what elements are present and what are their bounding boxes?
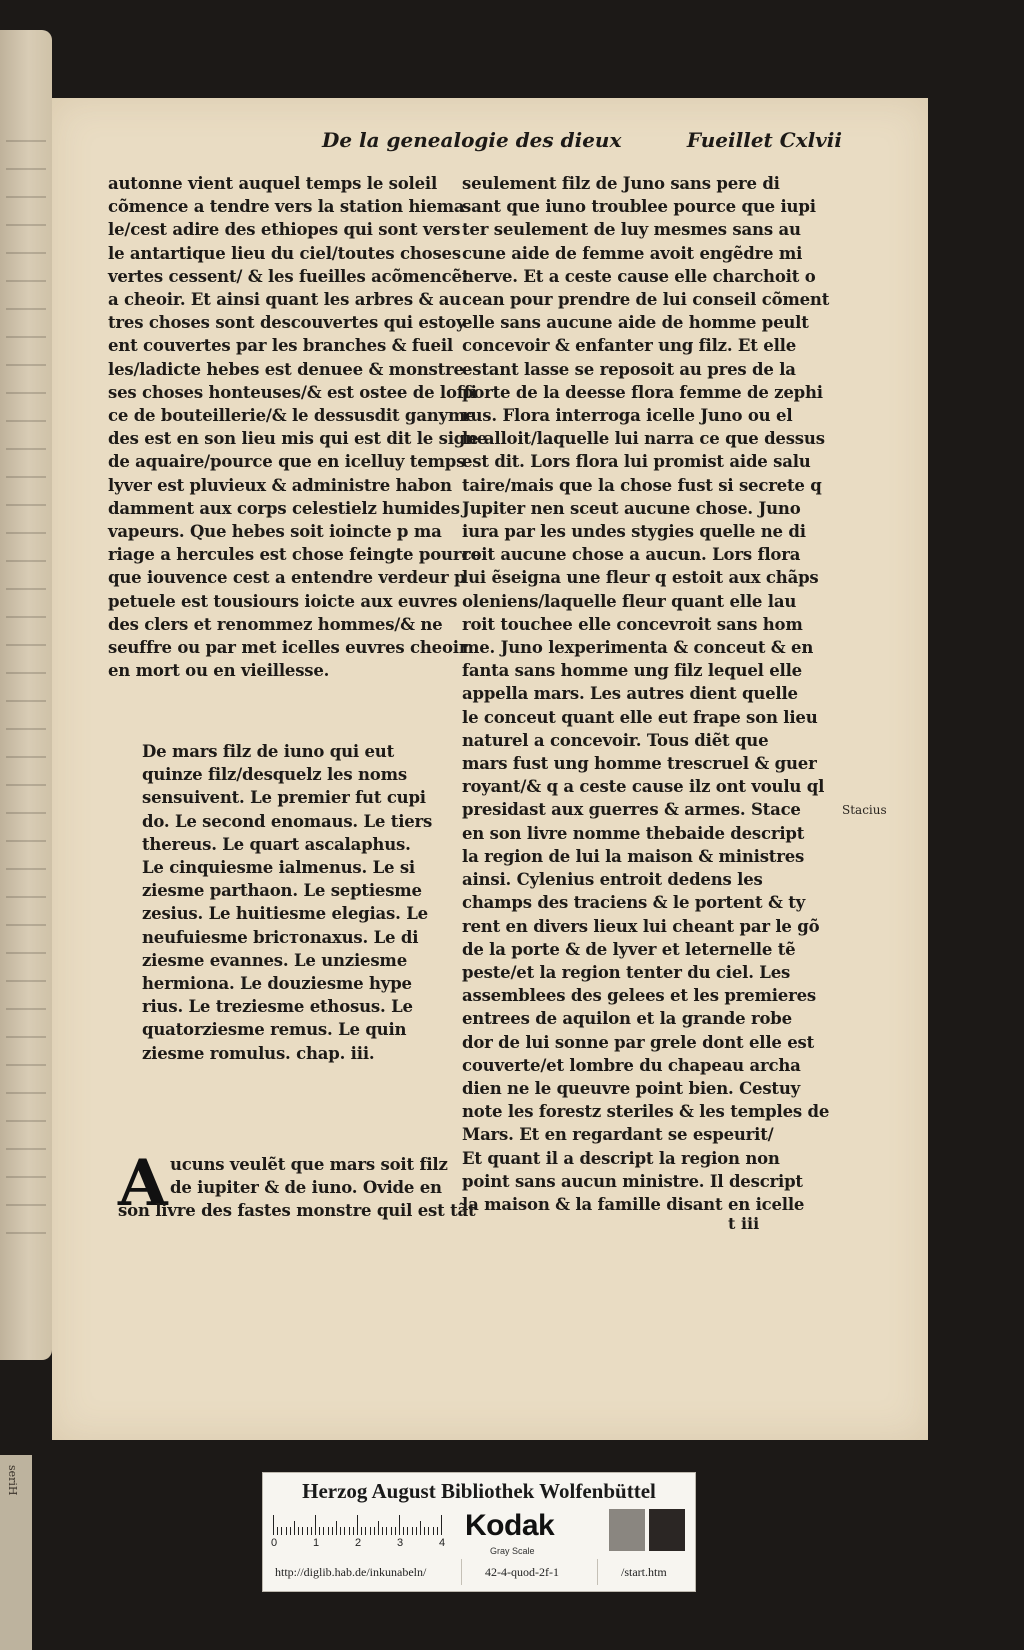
- ruler-tick: [441, 1515, 442, 1535]
- ruler-tick: [332, 1527, 333, 1535]
- bleed-through-line: [6, 532, 46, 534]
- label-divider: [597, 1559, 598, 1585]
- text-line: lyver est pluvieux & administre habon: [108, 475, 452, 495]
- text-line: le/cest adire des ethiopes qui sont vers: [108, 220, 461, 240]
- ruler-tick: [391, 1527, 392, 1535]
- bleed-through-line: [6, 868, 46, 870]
- bleed-through-line: [6, 728, 46, 730]
- bleed-through-line: [6, 336, 46, 338]
- text-line: rius. Le treziesme ethosus. Le: [142, 997, 413, 1017]
- ruler-scale: [273, 1513, 453, 1535]
- label-divider: [461, 1559, 462, 1585]
- text-line: nerve. Et a ceste cause elle charchoit o: [462, 266, 816, 286]
- bleed-through-line: [6, 616, 46, 618]
- text-line: les/ladicte hebes est denuee & monstre: [108, 359, 464, 379]
- bleed-through-line: [6, 952, 46, 954]
- bleed-through-line: [6, 1232, 46, 1234]
- running-header: [322, 128, 842, 158]
- ruler-tick: [365, 1527, 366, 1535]
- ruler-tick: [328, 1527, 329, 1535]
- text-line: rent en divers lieux lui cheant par le gõ: [462, 916, 820, 936]
- text-line: vertes cessent/ & les fueilles acõmencẽt: [108, 266, 470, 286]
- text-line: de aquaire/pource que en icelluy temps: [108, 452, 466, 472]
- text-line: lui ẽseigna une fleur q estoit aux chãps: [462, 568, 819, 588]
- bleed-through-line: [6, 392, 46, 394]
- text-line: entrees de aquilon et la grande robe: [462, 1009, 792, 1029]
- library-name: Herzog August Bibliothek Wolfenbüttel: [302, 1479, 656, 1503]
- signature-mark: t iii: [728, 1214, 760, 1233]
- adjacent-page-fragment: [0, 1455, 32, 1650]
- text-line: couverte/et lombre du chapeau archa: [462, 1055, 801, 1075]
- ruler-tick: [433, 1527, 434, 1535]
- ruler-tick: [302, 1527, 303, 1535]
- text-line: mars fust ung homme trescruel & guer: [462, 754, 817, 774]
- ruler-tick: [374, 1527, 375, 1535]
- text-line: peste/et la region tenter du ciel. Les: [462, 962, 791, 982]
- bleed-through-line: [6, 1120, 46, 1122]
- adjacent-page-edge: [0, 30, 52, 1360]
- ruler-tick: [298, 1527, 299, 1535]
- text-line: ziesme romulus. chap. iii.: [142, 1043, 375, 1063]
- text-line: naturel a concevoir. Tous diẽt que: [462, 730, 769, 750]
- bleed-through-line: [6, 1148, 46, 1150]
- bleed-through-line: [6, 980, 46, 982]
- text-line: en son livre nomme thebaide descript: [462, 823, 805, 843]
- bleed-through-line: [6, 476, 46, 478]
- ruler-tick: [437, 1527, 438, 1535]
- text-line: taire/mais que la chose fust si secrete q: [462, 475, 822, 495]
- text-line: de la porte & de lyver et leternelle tẽ: [462, 939, 796, 959]
- text-line: a cheoir. Et ainsi quant les arbres & au: [108, 290, 461, 310]
- bleed-through-line: [6, 196, 46, 198]
- bleed-through-line: [6, 224, 46, 226]
- text-line: presidast aux guerres & armes. Stace: [462, 800, 801, 820]
- gray-scale-caption: Gray Scale: [490, 1546, 535, 1556]
- text-line: me. Juno lexperimenta & conceut & en: [462, 638, 814, 658]
- kodak-logo: Kodak: [465, 1509, 555, 1542]
- text-line: fanta sans homme ung filz lequel elle: [462, 661, 802, 681]
- text-line: ent couvertes par les branches & fueil: [108, 336, 453, 356]
- text-line: dor de lui sonne par grele dont elle est: [462, 1032, 815, 1052]
- ruler-tick: [428, 1527, 429, 1535]
- chapter-opening-paragraph: [118, 1146, 476, 1223]
- text-line: ce de bouteillerie/& le dessusdit ganyme: [108, 406, 476, 426]
- ruler-tick: [378, 1521, 379, 1535]
- text-line: neufuiesme bricтonaxus. Le di: [142, 927, 419, 947]
- gray-swatch-mid: [609, 1509, 645, 1551]
- text-line: estant lasse se reposoit au pres de la: [462, 359, 796, 379]
- text-line: appella mars. Les autres dient quelle: [462, 684, 798, 704]
- folio-number: Fueillet Cxlvii: [686, 128, 842, 152]
- text-line: cõmence a tendre vers la station hiema: [108, 197, 465, 217]
- bleed-through-line: [6, 756, 46, 758]
- ruler-tick: [315, 1515, 316, 1535]
- text-line: point sans aucun ministre. Il descript: [462, 1171, 803, 1191]
- text-line: assemblees des gelees et les premieres: [462, 986, 816, 1006]
- ruler-tick: [319, 1527, 320, 1535]
- bleed-through-line: [6, 448, 46, 450]
- bleed-through-line: [6, 1008, 46, 1010]
- bleed-through-line: [6, 1176, 46, 1178]
- text-line: que iouvence cest a entendre verdeur p: [108, 568, 466, 588]
- bleed-through-line: [6, 672, 46, 674]
- text-line: seuffre ou par met icelles euvres cheoir: [108, 638, 468, 658]
- ruler-tick: [349, 1527, 350, 1535]
- ruler-tick: [403, 1527, 404, 1535]
- ruler-tick: [420, 1521, 421, 1535]
- text-line: seulement filz de Juno sans pere di: [462, 174, 780, 193]
- text-line: concevoir & enfanter ung filz. Et elle: [462, 336, 797, 356]
- bleed-through-line: [6, 812, 46, 814]
- text-line: vapeurs. Que hebes soit ioincte p ma: [108, 522, 442, 542]
- start-link[interactable]: /start.htm: [621, 1565, 667, 1579]
- ruler-tick: [407, 1527, 408, 1535]
- ruler-tick: [361, 1527, 362, 1535]
- ruler-number: 0: [271, 1537, 278, 1549]
- manuscript-page: [52, 98, 928, 1440]
- text-line: ziesme parthaon. Le septiesme: [142, 881, 422, 901]
- ruler-tick: [336, 1521, 337, 1535]
- ruler-number: 1: [313, 1537, 320, 1549]
- gray-swatch-dark: [649, 1509, 685, 1551]
- bleed-through-line: [6, 252, 46, 254]
- text-line: tres choses sont descouvertes qui estoy: [108, 313, 466, 333]
- text-line: petuele est tousiours ioicte aux euvres: [108, 591, 458, 611]
- ruler-tick: [416, 1527, 417, 1535]
- text-line: champs des traciens & le portent & ty: [462, 893, 805, 913]
- library-url[interactable]: http://diglib.hab.de/inkunabeln/: [275, 1565, 427, 1579]
- text-line: Le cinquiesme ialmenus. Le si: [142, 858, 416, 878]
- text-line: la maison & la famille disant en icelle: [462, 1194, 805, 1214]
- ruler-tick: [370, 1527, 371, 1535]
- text-line: des clers et renommez hommes/& ne: [108, 614, 443, 634]
- text-line: do. Le second enomaus. Le tiers: [142, 811, 433, 831]
- bleed-through-line: [6, 280, 46, 282]
- text-line: quatorziesme remus. Le quin: [142, 1020, 407, 1040]
- ruler-tick: [386, 1527, 387, 1535]
- bleed-through-line: [6, 560, 46, 562]
- bleed-through-line: [6, 588, 46, 590]
- ruler-tick: [286, 1527, 287, 1535]
- ruler-tick: [382, 1527, 383, 1535]
- bleed-through-line: [6, 700, 46, 702]
- ruler-tick: [353, 1527, 354, 1535]
- ruler-tick: [340, 1527, 341, 1535]
- text-line: elle sans aucune aide de homme peult: [462, 313, 809, 333]
- ruler-tick: [323, 1527, 324, 1535]
- text-line: note les forestz steriles & les temples de: [462, 1102, 830, 1122]
- text-line: quinze filz/desquelz les noms: [142, 765, 407, 785]
- text-line: roit aucune chose a aucun. Lors flora: [462, 545, 801, 565]
- text-line: en mort ou en vieillesse.: [108, 661, 330, 681]
- text-line: ainsi. Cylenius entroit dedens les: [462, 870, 763, 890]
- text-line: son livre des fastes monstre quil est tãt: [118, 1201, 476, 1221]
- text-line: est dit. Lors flora lui promist aide salu: [462, 452, 811, 472]
- bleed-through-line: [6, 1092, 46, 1094]
- text-line: hermiona. Le douziesme hype: [142, 974, 412, 994]
- left-column-text: [108, 172, 488, 682]
- chapter-heading: [142, 740, 432, 1065]
- text-line: De mars filz de iuno qui eut: [142, 742, 395, 761]
- bleed-through-line: [6, 924, 46, 926]
- bleed-through-line: [6, 1036, 46, 1038]
- ruler-tick: [294, 1521, 295, 1535]
- bleed-through-line: [6, 1064, 46, 1066]
- text-line: ucuns veulẽt que mars soit filz: [170, 1155, 448, 1174]
- text-line: riage a hercules est chose feingte pource: [108, 545, 482, 565]
- text-line: iura par les undes stygies quelle ne di: [462, 522, 806, 542]
- text-line: sant que iuno troublee pource que iupi: [462, 197, 816, 217]
- text-line: Et quant il a descript la region non: [462, 1148, 780, 1168]
- text-line: des est en son lieu mis qui est dit le signe: [108, 429, 488, 449]
- ruler-numbers: [273, 1537, 453, 1551]
- bleed-through-line: [6, 644, 46, 646]
- adjacent-page-text: seriH: [6, 1465, 19, 1496]
- text-line: roit touchee elle concevroit sans hom: [462, 614, 803, 634]
- text-line: sensuivent. Le premier fut cupi: [142, 788, 426, 808]
- ruler-tick: [357, 1515, 358, 1535]
- text-line: porte de la deesse flora femme de zephi: [462, 382, 823, 402]
- text-line: dien ne le queuvre point bien. Cestuy: [462, 1078, 801, 1098]
- shelfmark: 42-4-quod-2f-1: [485, 1565, 559, 1579]
- bleed-through-line: [6, 504, 46, 506]
- drop-cap-initial: A: [118, 1146, 168, 1221]
- text-line: royant/& q a ceste cause ilz ont voulu ql: [462, 777, 825, 797]
- bleed-through-line: [6, 420, 46, 422]
- text-line: ziesme evannes. Le unziesme: [142, 950, 407, 970]
- ruler-tick: [311, 1527, 312, 1535]
- text-line: cune aide de femme avoit engẽdre mi: [462, 243, 803, 263]
- running-title: De la genealogie des dieux: [322, 128, 622, 152]
- text-line: autonne vient auquel temps le soleil: [108, 174, 438, 193]
- ruler-tick: [277, 1527, 278, 1535]
- text-line: rus. Flora interroga icelle Juno ou el: [462, 406, 793, 426]
- ruler-number: 2: [355, 1537, 362, 1549]
- ruler-number: 4: [439, 1537, 446, 1549]
- ruler-tick: [281, 1527, 282, 1535]
- text-line: ses choses honteuses/& est ostee de loffi: [108, 382, 477, 402]
- text-line: de iupiter & de iuno. Ovide en: [170, 1178, 442, 1198]
- right-column-text: [462, 172, 852, 1216]
- text-line: cean pour prendre de lui conseil cõment: [462, 290, 830, 310]
- ruler-tick: [395, 1527, 396, 1535]
- bleed-through-line: [6, 784, 46, 786]
- ruler-tick: [424, 1527, 425, 1535]
- library-label: [262, 1472, 696, 1592]
- bleed-through-line: [6, 896, 46, 898]
- bleed-through-line: [6, 168, 46, 170]
- bleed-through-line: [6, 840, 46, 842]
- text-line: ter seulement de luy mesmes sans au: [462, 220, 801, 240]
- ruler-tick: [344, 1527, 345, 1535]
- text-line: Jupiter nen sceut aucune chose. Juno: [462, 498, 801, 518]
- text-line: le conceut quant elle eut frape son lieu: [462, 707, 818, 727]
- text-line: le antartique lieu du ciel/toutes choses: [108, 243, 461, 263]
- bleed-through-line: [6, 1204, 46, 1206]
- text-line: thereus. Le quart ascalaphus.: [142, 834, 411, 854]
- ruler-tick: [290, 1527, 291, 1535]
- text-line: la region de lui la maison & ministres: [462, 846, 805, 866]
- ruler-tick: [273, 1515, 274, 1535]
- text-line: le alloit/laquelle lui narra ce que dessus: [462, 429, 825, 449]
- bleed-through-line: [6, 140, 46, 142]
- text-line: Mars. Et en regardant se espeurit/: [462, 1125, 774, 1145]
- bleed-through-line: [6, 364, 46, 366]
- ruler-tick: [307, 1527, 308, 1535]
- text-line: oleniens/laquelle fleur quant elle lau: [462, 591, 797, 611]
- text-line: zesius. Le huitiesme elegias. Le: [142, 904, 428, 924]
- ruler-tick: [412, 1527, 413, 1535]
- ruler-number: 3: [397, 1537, 404, 1549]
- text-line: damment aux corps celestielz humides: [108, 498, 460, 518]
- ruler-tick: [399, 1515, 400, 1535]
- margin-note: Stacius: [842, 803, 887, 817]
- bleed-through-line: [6, 308, 46, 310]
